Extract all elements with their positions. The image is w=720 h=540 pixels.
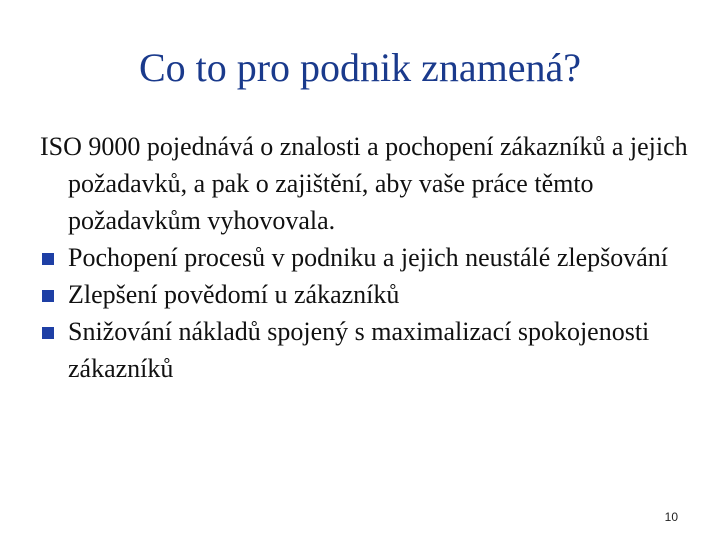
bullet-text: Zlepšení povědomí u zákazníků	[68, 280, 400, 309]
square-bullet-icon	[42, 327, 54, 339]
bullet-item-awareness	[40, 276, 700, 313]
slide-number: 10	[664, 510, 678, 524]
bullet-item-processes	[40, 239, 700, 276]
slide-body	[40, 128, 700, 387]
bullet-list	[40, 239, 700, 387]
slide-title: Co to pro podnik znamená?	[138, 45, 582, 90]
square-bullet-icon	[42, 290, 54, 302]
intro-paragraph: ISO 9000 pojednává o znalosti a pochopení zákazníků a jejich požadavků, a pak o zajištění, aby vaše práce těmto požadavkům vyhovovala.	[40, 132, 688, 235]
bullet-text: Pochopení procesů v podniku a jejich neustálé zlepšování	[68, 243, 669, 272]
bullet-item-costs	[40, 313, 700, 387]
bullet-text: Snižování nákladů spojený s maximalizací spokojenosti zákazníků	[68, 317, 650, 383]
square-bullet-icon	[42, 253, 54, 265]
